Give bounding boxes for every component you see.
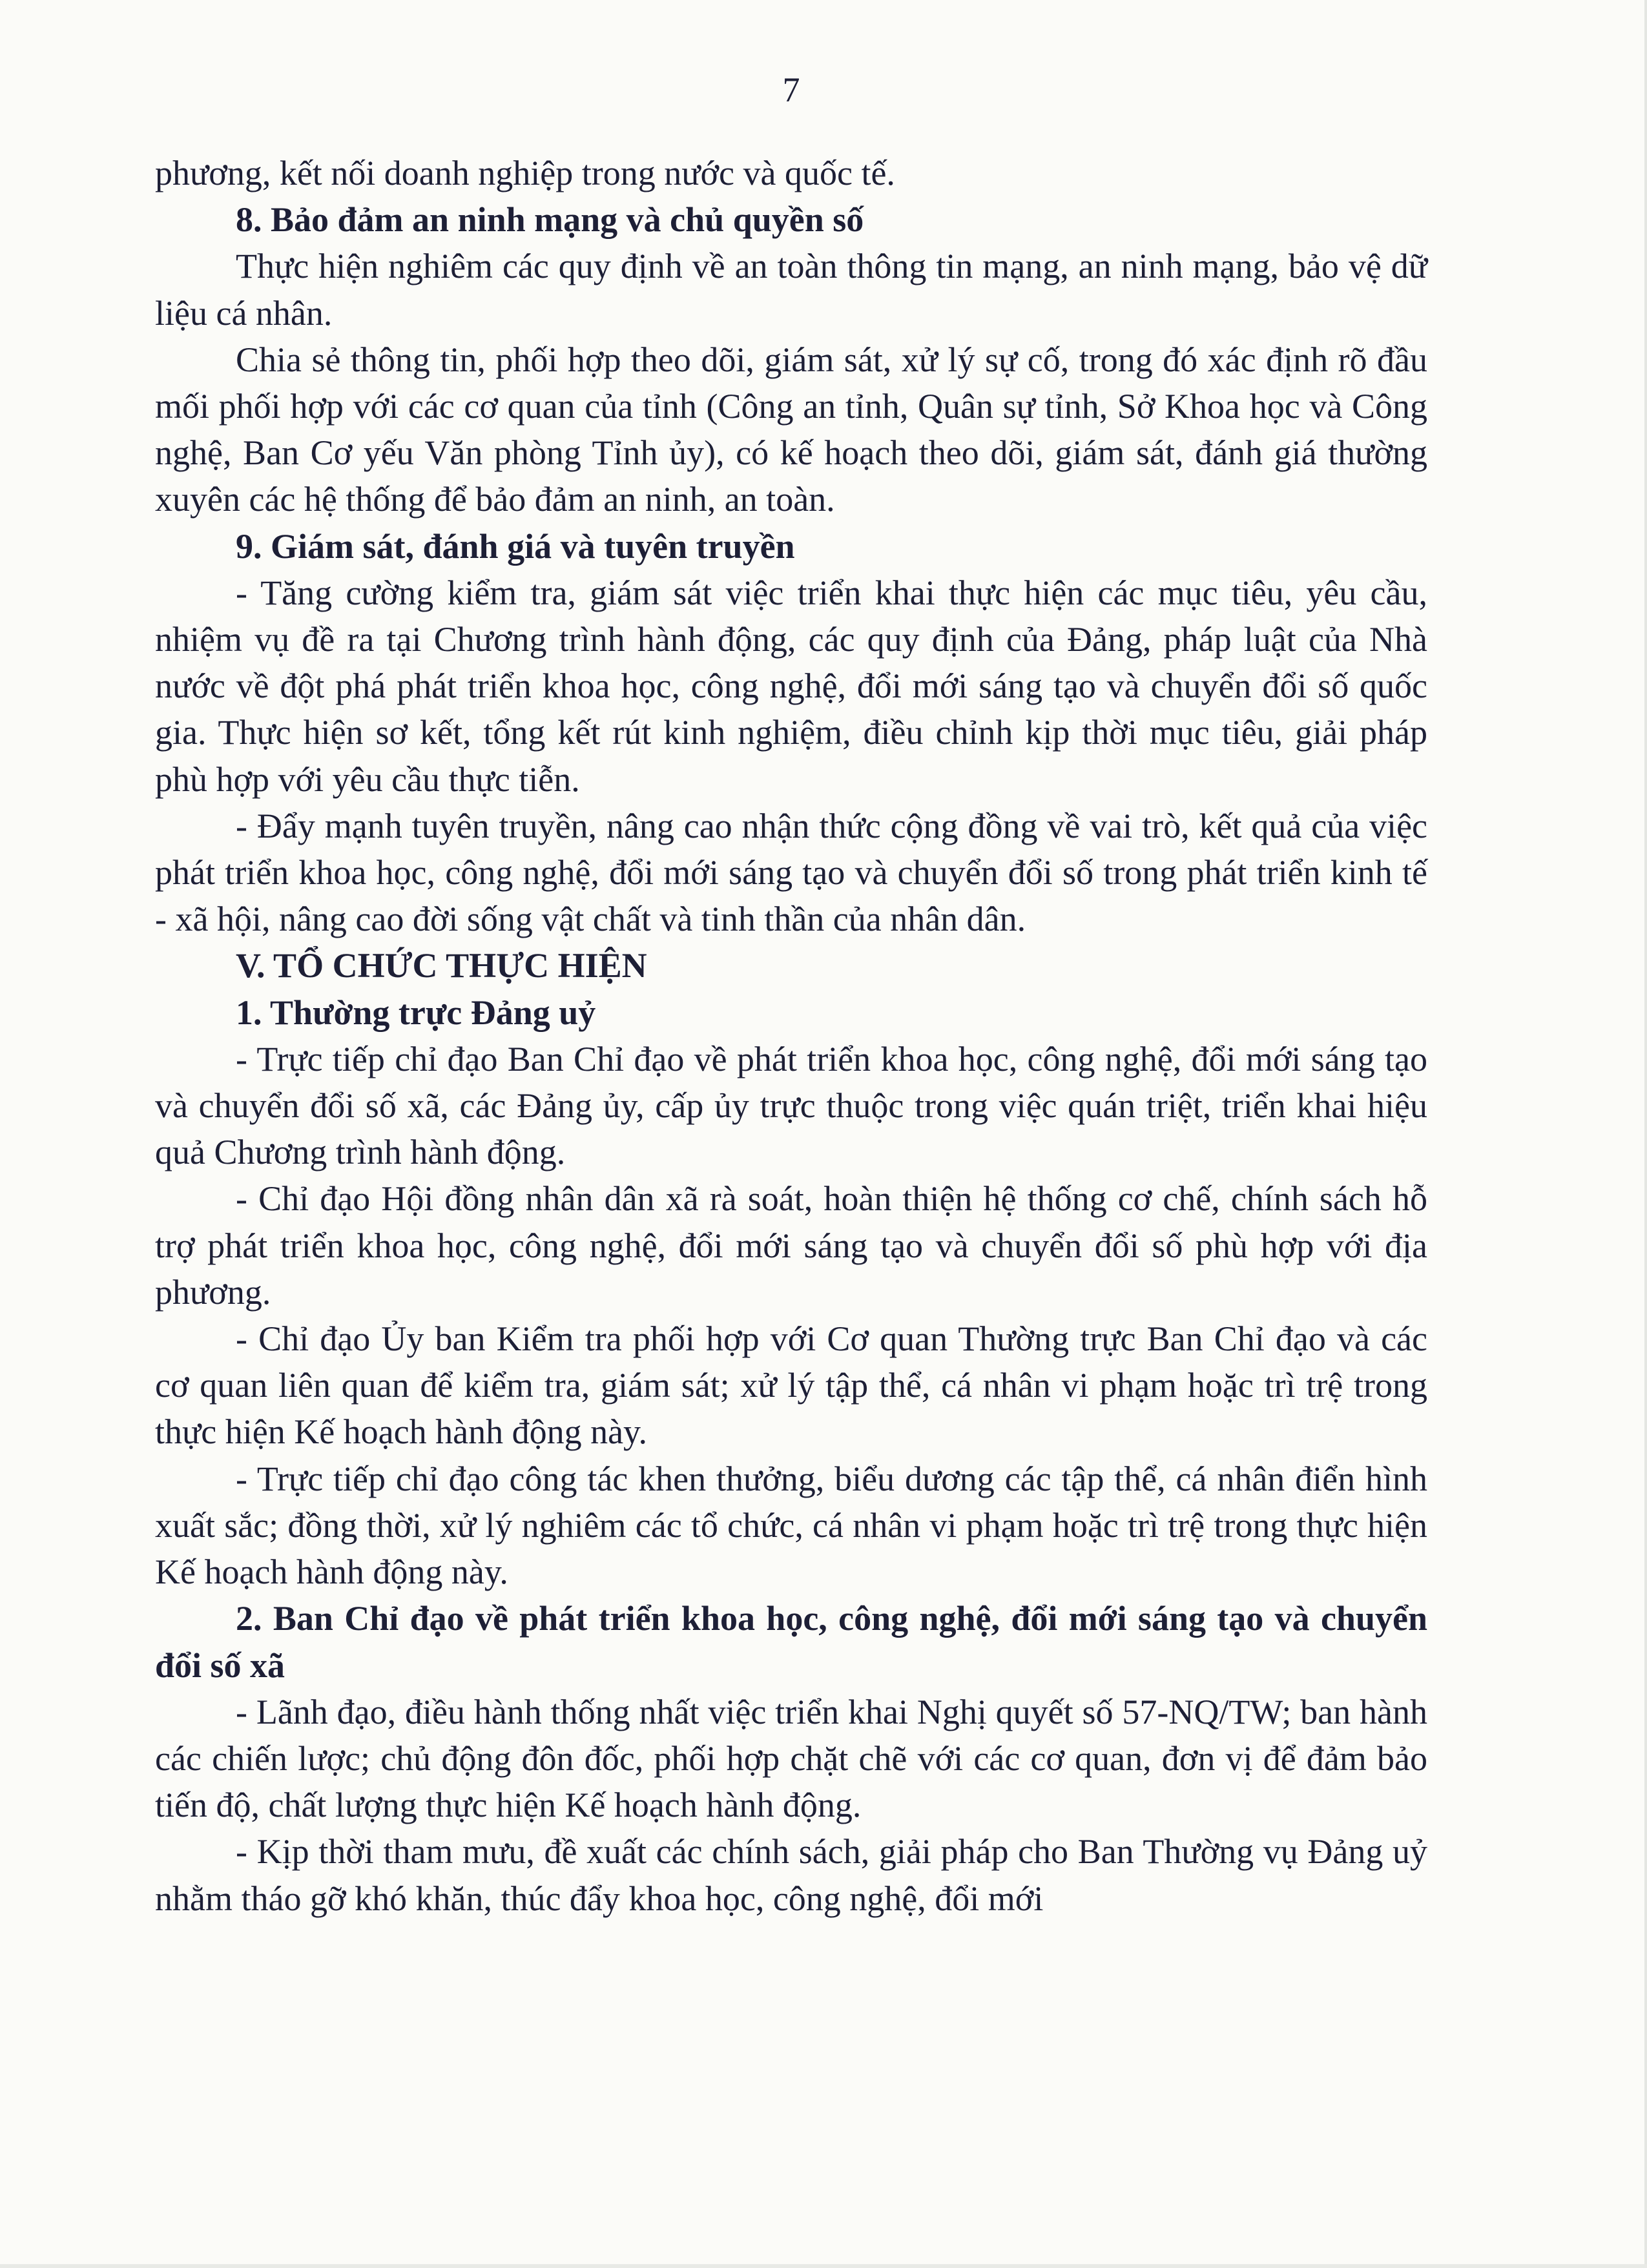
paragraph: - Tăng cường kiểm tra, giám sát việc triển khai thực hiện các mục tiêu, yêu cầu, nhiệm vụ đề ra tại Chương trình hành động, các quy định của Đảng, pháp luật của Nhà nước về đột phá phát triển khoa học, công nghệ, đổi mới sáng tạo và chuyển đổi số quốc gia. Thực hiện sơ kết, tổng kết rút kinh nghiệm, điều chỉnh kịp thời mục tiêu, giải pháp phù hợp với yêu cầu thực tiễn. <box>155 573 1427 799</box>
paragraph: - Trực tiếp chỉ đạo Ban Chỉ đạo về phát triển khoa học, công nghệ, đổi mới sáng tạo và chuyển đổi số xã, các Đảng ủy, cấp ủy trực thuộc trong việc quán triệt, triển khai hiệu quả Chương trình hành động. <box>155 1039 1427 1172</box>
section-heading-monitoring: 9. Giám sát, đánh giá và tuyên truyền <box>236 526 795 566</box>
paragraph: Chia sẻ thông tin, phối hợp theo dõi, giám sát, xử lý sự cố, trong đó xác định rõ đầu mối phối hợp với các cơ quan của tỉnh (Công an tỉnh, Quân sự tỉnh, Sở Khoa học và Công nghệ, Ban Cơ yếu Văn phòng Tỉnh ủy), có kế hoạch theo dõi, giám sát, đánh giá thường xuyên các hệ thống để bảo đảm an ninh, an toàn. <box>155 340 1427 519</box>
paragraph: - Chỉ đạo Hội đồng nhân dân xã rà soát, hoàn thiện hệ thống cơ chế, chính sách hỗ trợ phát triển khoa học, công nghệ, đổi mới sáng tạo và chuyển đổi số phù hợp với địa phương. <box>155 1179 1427 1312</box>
subsection-heading-steering-committee: 2. Ban Chỉ đạo về phát triển khoa học, công nghệ, đổi mới sáng tạo và chuyển đổi số xã <box>155 1599 1427 1685</box>
scan-bottom-shadow <box>0 2264 1647 2268</box>
section-heading-cyber-security: 8. Bảo đảm an ninh mạng và chủ quyền số <box>236 200 864 240</box>
paragraph: - Trực tiếp chỉ đạo công tác khen thưởng, biểu dương các tập thể, cá nhân điển hình xuất sắc; đồng thời, xử lý nghiêm các tổ chức, cá nhân vi phạm hoặc trì trệ trong thực hiện Kế hoạch hành động này. <box>155 1459 1427 1592</box>
page-number: 7 <box>782 70 800 109</box>
paragraph-continuation: phương, kết nối doanh nghiệp trong nước và quốc tế. <box>155 154 895 192</box>
paragraph: - Đẩy mạnh tuyên truyền, nâng cao nhận thức cộng đồng về vai trò, kết quả của việc phát triển khoa học, công nghệ, đổi mới sáng tạo và chuyển đổi số trong phát triển kinh tế - xã hội, nâng cao đời sống vật chất và tinh thần của nhân dân. <box>155 806 1427 939</box>
paragraph: Thực hiện nghiêm các quy định về an toàn thông tin mạng, an ninh mạng, bảo vệ dữ liệu cá nhân. <box>155 247 1427 333</box>
paragraph: - Chỉ đạo Ủy ban Kiểm tra phối hợp với Cơ quan Thường trực Ban Chỉ đạo và các cơ quan liên quan để kiểm tra, giám sát; xử lý tập thể, cá nhân vi phạm hoặc trì trệ trong thực hiện Kế hoạch hành động này. <box>155 1319 1427 1452</box>
paragraph: - Kịp thời tham mưu, đề xuất các chính sách, giải pháp cho Ban Thường vụ Đảng uỷ nhằm tháo gỡ khó khăn, thúc đẩy khoa học, công nghệ, đổi mới <box>155 1832 1427 1918</box>
section-heading-implementation: V. TỔ CHỨC THỰC HIỆN <box>236 946 647 985</box>
subsection-heading-standing-committee: 1. Thường trực Đảng uỷ <box>236 993 596 1032</box>
scan-edge-shadow <box>1644 0 1647 2268</box>
paragraph: - Lãnh đạo, điều hành thống nhất việc triển khai Nghị quyết số 57-NQ/TW; ban hành các chiến lược; chủ động đôn đốc, phối hợp chặt chẽ với các cơ quan, đơn vị để đảm bảo tiến độ, chất lượng thực hiện Kế hoạch hành động. <box>155 1692 1427 1825</box>
document-body <box>155 150 1427 1922</box>
